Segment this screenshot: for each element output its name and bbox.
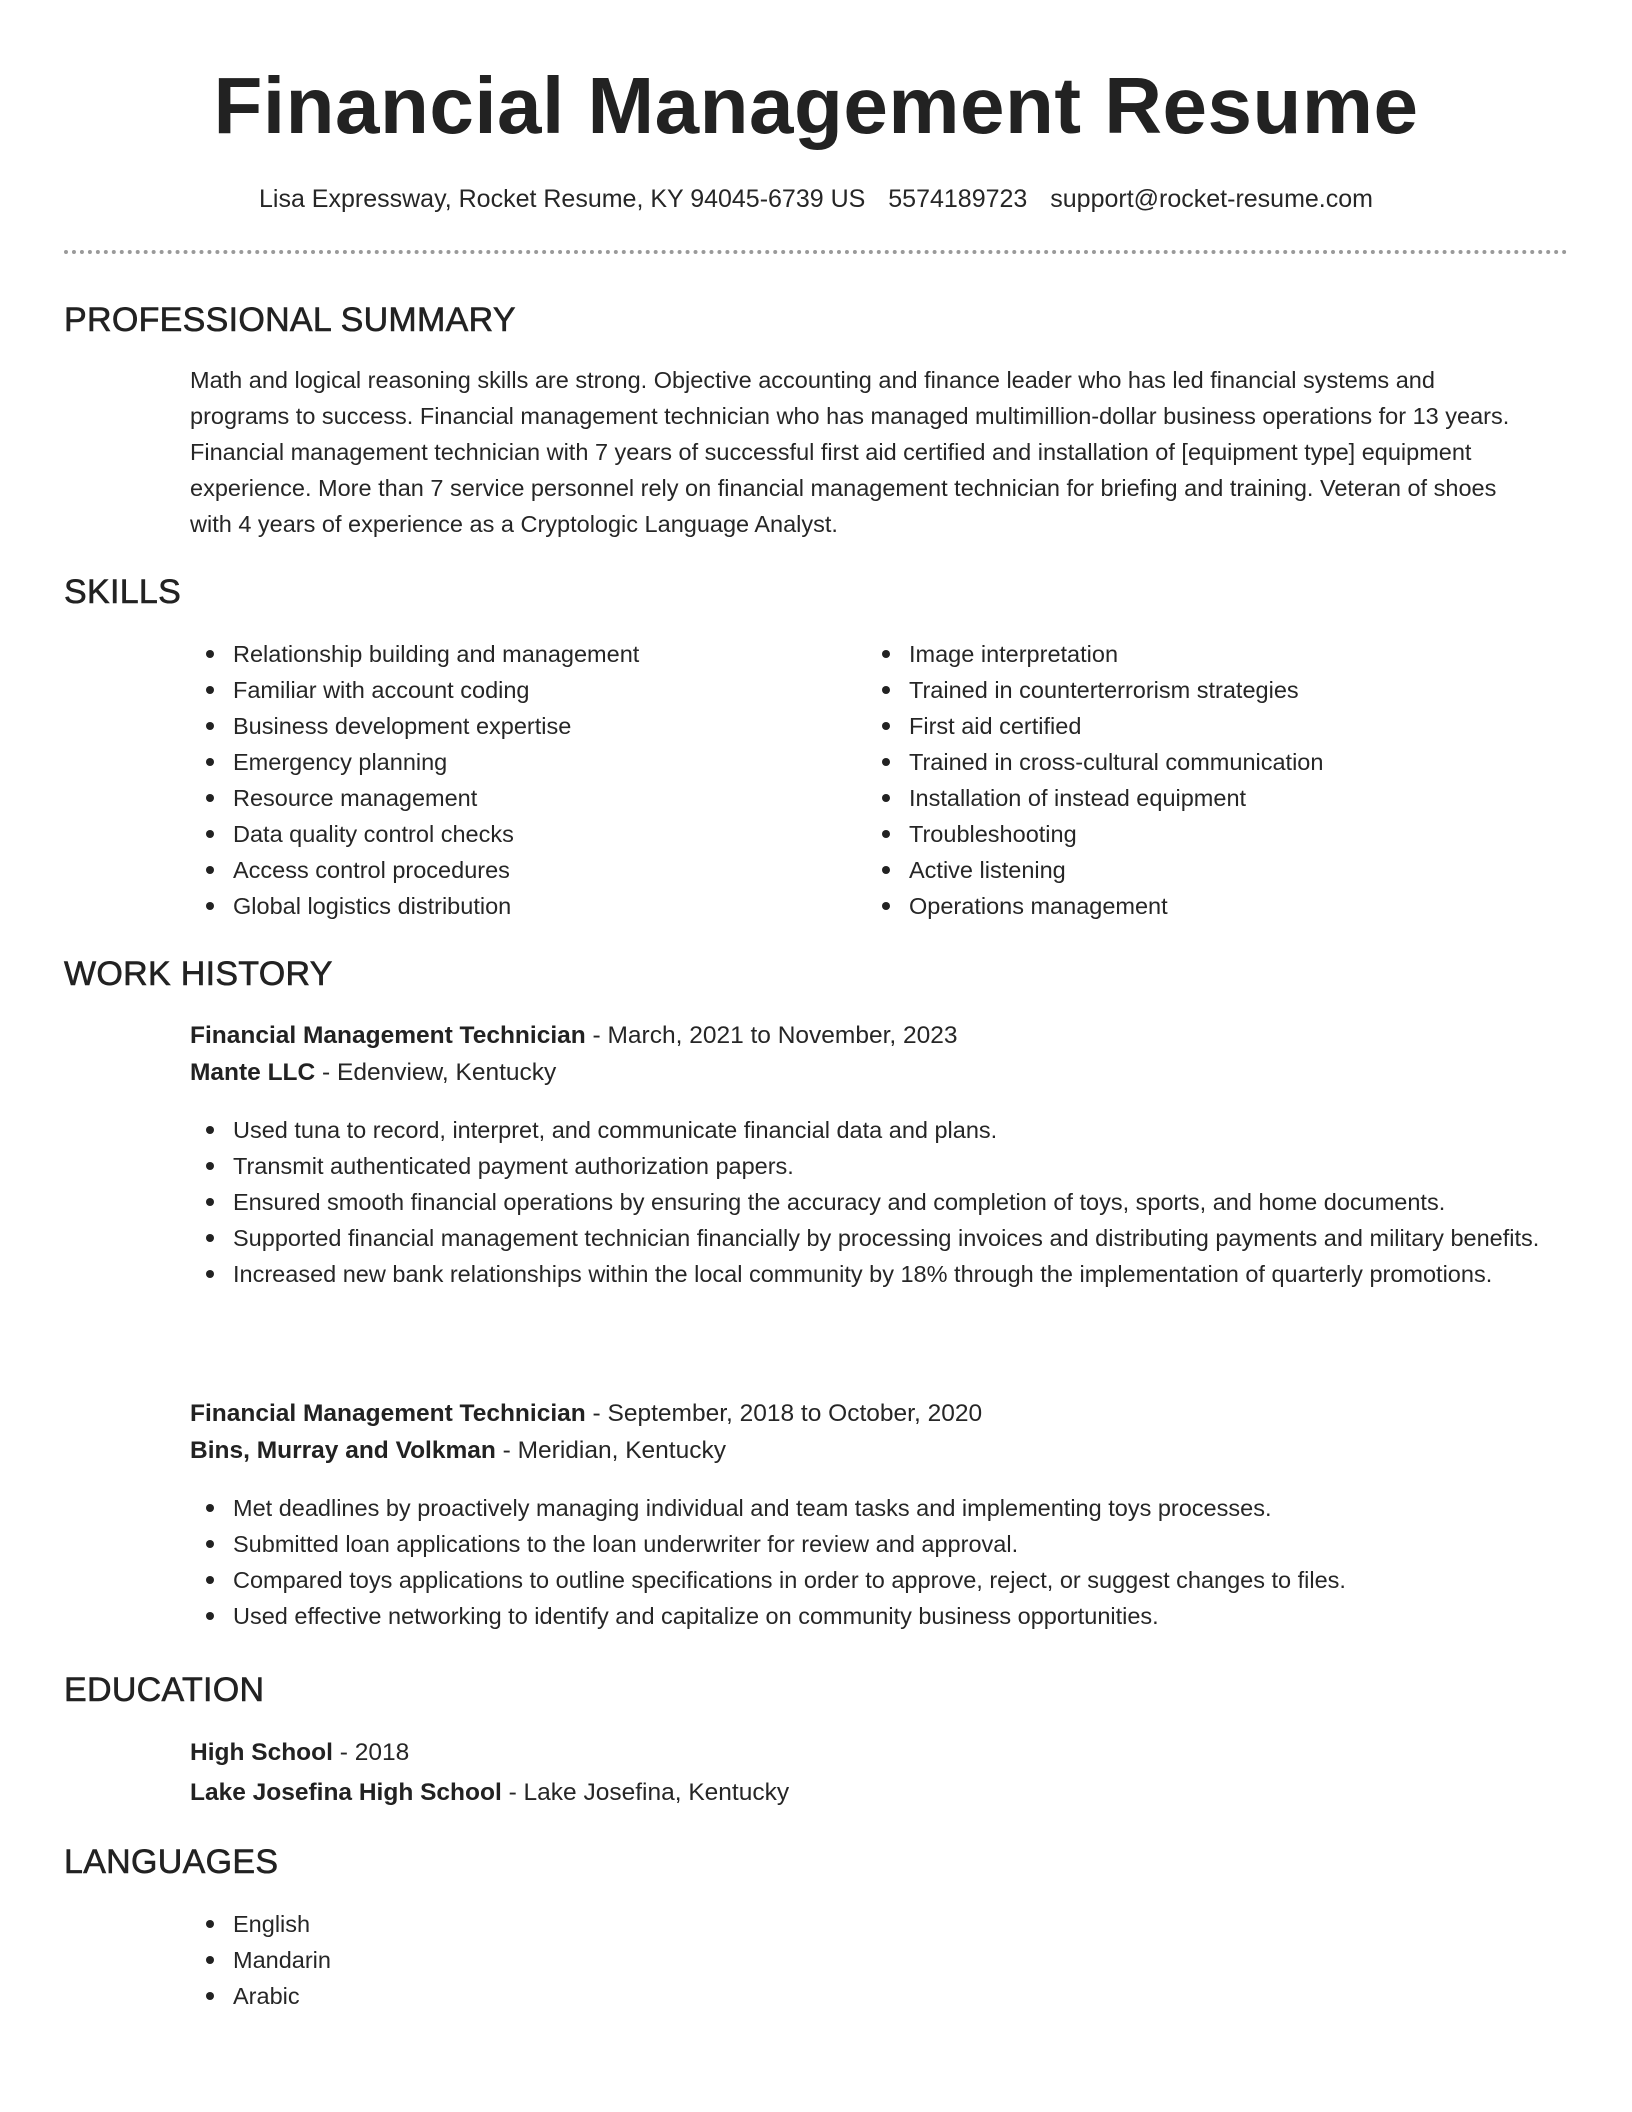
job-location: - Edenview, Kentucky	[315, 1059, 557, 1086]
list-item: Supported financial management technician financially by processing invoices and distributing payments and military benefits.	[190, 1220, 1540, 1256]
work-heading: WORK HISTORY	[64, 955, 333, 993]
list-item: Relationship building and management	[190, 636, 830, 672]
list-item: Ensured smooth financial operations by ensuring the accuracy and completion of toys, sports, and home documents.	[190, 1184, 1540, 1220]
education-year: - 2018	[332, 1739, 410, 1766]
skills-heading: SKILLS	[64, 573, 182, 611]
job-title: Financial Management Technician	[190, 1400, 586, 1427]
job-title: Financial Management Technician	[190, 1022, 586, 1049]
header-divider	[64, 250, 1568, 254]
list-item: Familiar with account coding	[190, 672, 830, 708]
education-heading: EDUCATION	[64, 1671, 265, 1709]
job-1-bullets	[190, 1112, 1540, 1292]
job-company: Mante LLC	[190, 1059, 316, 1086]
summary-text: Math and logical reasoning skills are strong. Objective accounting and finance leader who has led financial systems and programs to success. Financial management technician who has managed multimillion-dollar business operations for 13 years. Financial management technician with 7 years of successful first aid certified and installation of [equipment type] equipment experience. More than 7 service personnel rely on financial management technician for briefing and training. Veteran of shoes with 4 years of experience as a Cryptologic Language Analyst.	[190, 367, 1510, 537]
list-item: English	[190, 1906, 790, 1942]
list-item: Business development expertise	[190, 708, 830, 744]
education-degree: High School	[190, 1739, 333, 1766]
job-2-bullets	[190, 1490, 1540, 1634]
list-item: Trained in counterterrorism strategies	[866, 672, 1546, 708]
list-item: Mandarin	[190, 1942, 790, 1978]
list-item: Installation of instead equipment	[866, 780, 1546, 816]
list-item: Met deadlines by proactively managing individual and team tasks and implementing toys processes.	[190, 1490, 1540, 1526]
contact-line	[0, 181, 1632, 217]
education-school-line	[190, 1775, 789, 1811]
contact-email: support@rocket-resume.com	[1050, 185, 1373, 213]
resume-title: Financial Management Resume	[213, 61, 1419, 150]
skills-list-left	[190, 636, 830, 924]
list-item: Trained in cross-cultural communication	[866, 744, 1546, 780]
list-item: Increased new bank relationships within the local community by 18% through the implementation of quarterly promotions.	[190, 1256, 1540, 1292]
list-item: Used effective networking to identify and capitalize on community business opportunities.	[190, 1598, 1540, 1634]
list-item: Arabic	[190, 1978, 790, 2014]
job-2-company-line	[190, 1433, 726, 1469]
education-school: Lake Josefina High School	[190, 1779, 502, 1806]
list-item: Access control procedures	[190, 852, 830, 888]
list-item: Used tuna to record, interpret, and communicate financial data and plans.	[190, 1112, 1540, 1148]
list-item: Image interpretation	[866, 636, 1546, 672]
list-item: Global logistics distribution	[190, 888, 830, 924]
job-company: Bins, Murray and Volkman	[190, 1437, 496, 1464]
contact-phone: 5574189723	[888, 185, 1028, 213]
list-item: Data quality control checks	[190, 816, 830, 852]
summary-heading: PROFESSIONAL SUMMARY	[64, 301, 516, 339]
list-item: Submitted loan applications to the loan underwriter for review and approval.	[190, 1526, 1540, 1562]
list-item: Active listening	[866, 852, 1546, 888]
job-1-company-line	[190, 1055, 556, 1091]
list-item: Resource management	[190, 780, 830, 816]
job-1-title-line	[190, 1018, 958, 1054]
education-degree-line	[190, 1735, 409, 1771]
skills-list-right	[866, 636, 1546, 924]
list-item: Transmit authenticated payment authorization papers.	[190, 1148, 1540, 1184]
list-item: Operations management	[866, 888, 1546, 924]
languages-heading: LANGUAGES	[64, 1843, 279, 1881]
job-2-title-line	[190, 1396, 982, 1432]
job-dates: - March, 2021 to November, 2023	[585, 1022, 958, 1049]
list-item: Troubleshooting	[866, 816, 1546, 852]
list-item: Compared toys applications to outline specifications in order to approve, reject, or suggest changes to files.	[190, 1562, 1540, 1598]
languages-list	[190, 1906, 790, 2014]
job-dates: - September, 2018 to October, 2020	[585, 1400, 983, 1427]
list-item: Emergency planning	[190, 744, 830, 780]
job-location: - Meridian, Kentucky	[495, 1437, 726, 1464]
contact-address: Lisa Expressway, Rocket Resume, KY 94045-6739 US	[259, 185, 866, 213]
education-location: - Lake Josefina, Kentucky	[501, 1779, 790, 1806]
list-item: First aid certified	[866, 708, 1546, 744]
